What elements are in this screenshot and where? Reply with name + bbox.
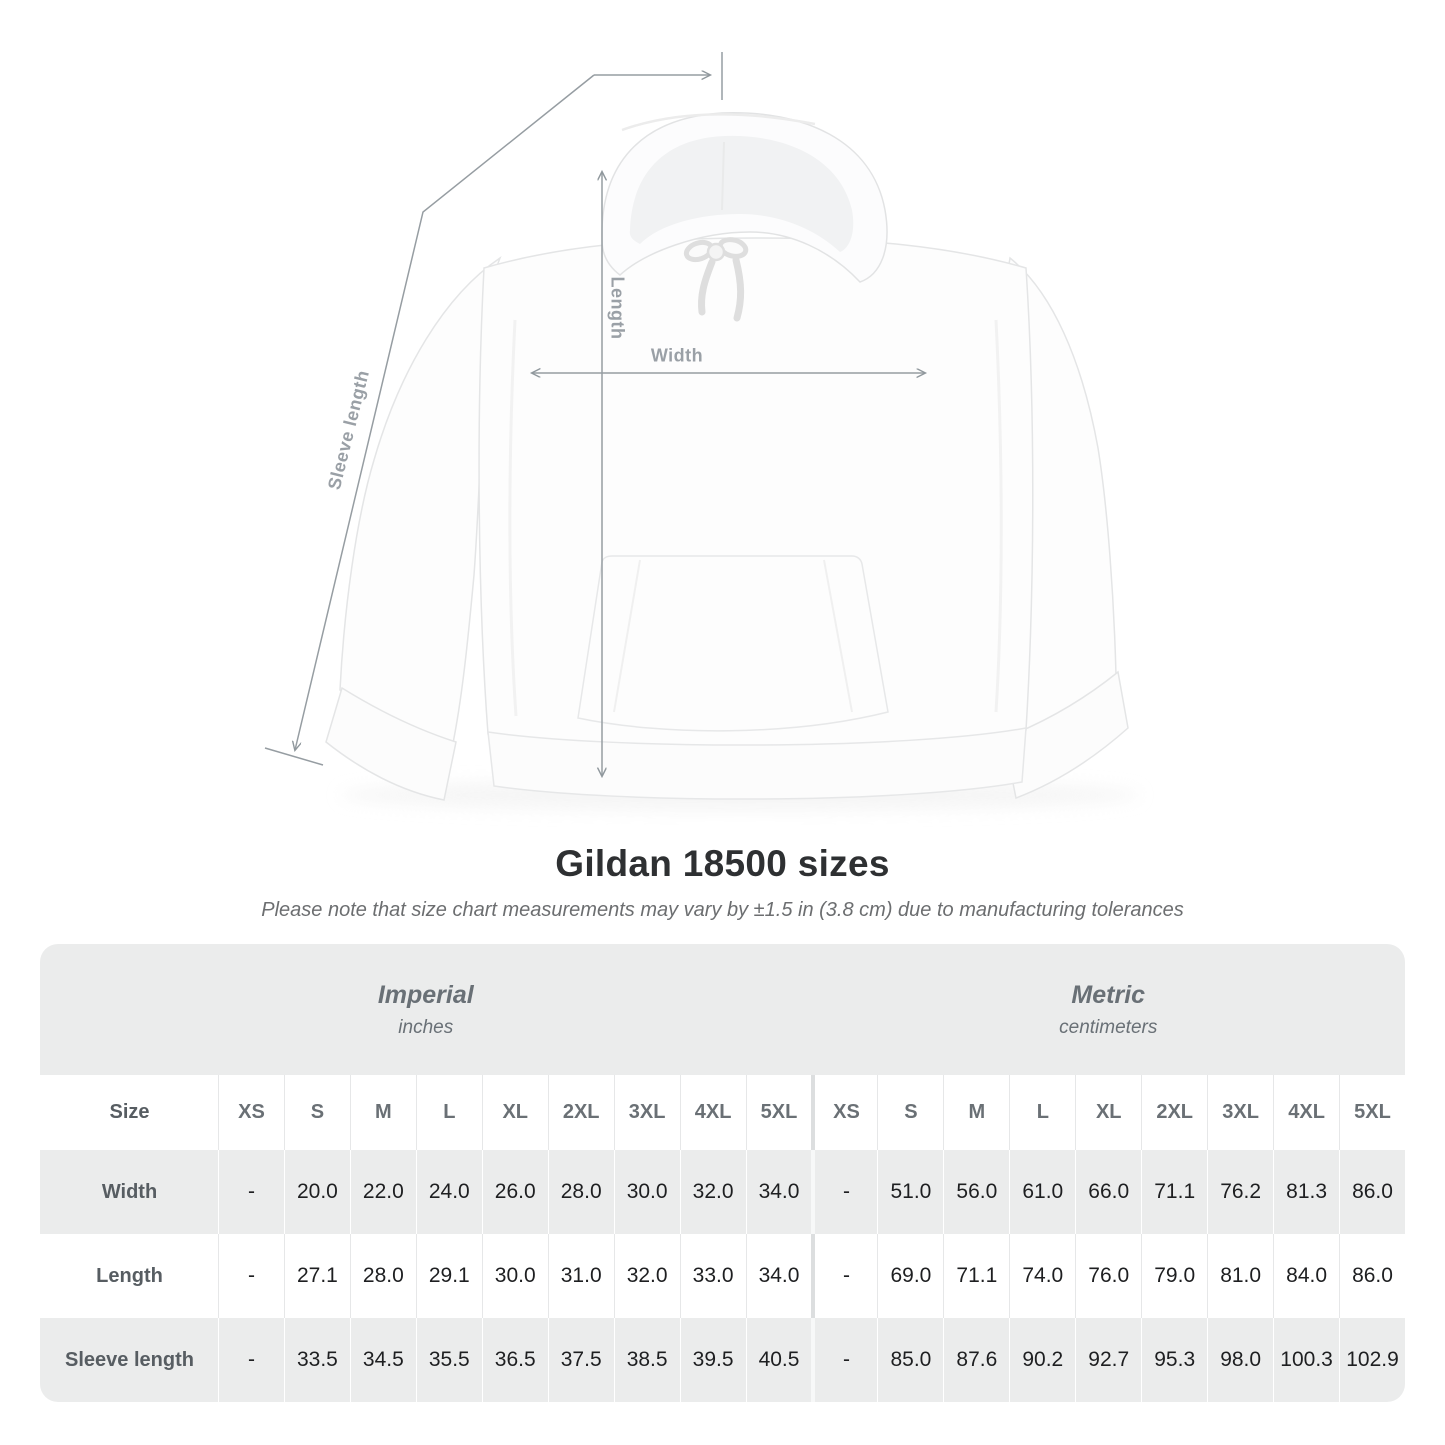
col-header-imperial-xl: XL bbox=[482, 1075, 548, 1150]
value-cell-imperial: 26.0 bbox=[482, 1150, 548, 1234]
table-row-length bbox=[40, 1234, 1405, 1318]
value-cell-metric: 95.3 bbox=[1141, 1318, 1207, 1402]
value-cell-imperial: 38.5 bbox=[614, 1318, 680, 1402]
col-header-metric-4xl: 4XL bbox=[1273, 1075, 1339, 1150]
value-cell-imperial: 31.0 bbox=[548, 1234, 614, 1318]
value-cell-metric: 69.0 bbox=[877, 1234, 943, 1318]
value-cell-imperial: 39.5 bbox=[680, 1318, 746, 1402]
value-cell-metric: - bbox=[811, 1150, 877, 1234]
value-cell-metric: 86.0 bbox=[1339, 1150, 1405, 1234]
value-cell-metric: 71.1 bbox=[1141, 1150, 1207, 1234]
value-cell-metric: 56.0 bbox=[943, 1150, 1009, 1234]
unit-name-metric: Metric bbox=[1071, 980, 1146, 1009]
unit-band bbox=[40, 944, 1405, 1075]
value-cell-imperial: 30.0 bbox=[482, 1234, 548, 1318]
value-cell-metric: 102.9 bbox=[1339, 1318, 1405, 1402]
length-measure-label: Length bbox=[607, 276, 628, 340]
unit-cell-imperial bbox=[40, 944, 812, 1075]
value-cell-metric: 87.6 bbox=[943, 1318, 1009, 1402]
value-cell-metric: 71.1 bbox=[943, 1234, 1009, 1318]
value-cell-metric: 84.0 bbox=[1273, 1234, 1339, 1318]
value-cell-metric: 98.0 bbox=[1207, 1318, 1273, 1402]
value-cell-metric: 51.0 bbox=[877, 1150, 943, 1234]
col-header-metric-xl: XL bbox=[1075, 1075, 1141, 1150]
value-cell-metric: 81.3 bbox=[1273, 1150, 1339, 1234]
value-cell-imperial: 33.0 bbox=[680, 1234, 746, 1318]
value-cell-metric: 74.0 bbox=[1009, 1234, 1075, 1318]
value-cell-metric: 86.0 bbox=[1339, 1234, 1405, 1318]
width-measure-label: Width bbox=[650, 345, 704, 366]
table-header-row bbox=[40, 1075, 1405, 1150]
unit-cell-metric bbox=[812, 944, 1406, 1075]
col-header-imperial-m: M bbox=[350, 1075, 416, 1150]
left-sleeve bbox=[340, 258, 500, 748]
value-cell-imperial: 27.1 bbox=[284, 1234, 350, 1318]
value-cell-imperial: 40.5 bbox=[746, 1318, 812, 1402]
value-cell-metric: 76.0 bbox=[1075, 1234, 1141, 1318]
value-cell-imperial: - bbox=[218, 1318, 284, 1402]
value-cell-metric: - bbox=[811, 1318, 877, 1402]
value-cell-imperial: 35.5 bbox=[416, 1318, 482, 1402]
value-cell-metric: 76.2 bbox=[1207, 1150, 1273, 1234]
value-cell-imperial: 32.0 bbox=[680, 1150, 746, 1234]
value-cell-metric: 79.0 bbox=[1141, 1234, 1207, 1318]
value-cell-imperial: 36.5 bbox=[482, 1318, 548, 1402]
value-cell-imperial: 34.5 bbox=[350, 1318, 416, 1402]
col-header-imperial-5xl: 5XL bbox=[746, 1075, 812, 1150]
col-header-metric-2xl: 2XL bbox=[1141, 1075, 1207, 1150]
unit-sub-metric: centimeters bbox=[1059, 1016, 1158, 1038]
value-cell-imperial: 22.0 bbox=[350, 1150, 416, 1234]
col-header-imperial-4xl: 4XL bbox=[680, 1075, 746, 1150]
value-cell-metric: 61.0 bbox=[1009, 1150, 1075, 1234]
col-header-metric-l: L bbox=[1009, 1075, 1075, 1150]
value-cell-imperial: 30.0 bbox=[614, 1150, 680, 1234]
table-row-sleeve-length bbox=[40, 1318, 1405, 1402]
row-label: Sleeve length bbox=[65, 1348, 194, 1371]
value-cell-metric: 92.7 bbox=[1075, 1318, 1141, 1402]
value-cell-metric: - bbox=[811, 1234, 877, 1318]
page-title: Gildan 18500 sizes bbox=[555, 843, 890, 884]
value-cell-metric: 81.0 bbox=[1207, 1234, 1273, 1318]
unit-sub-imperial: inches bbox=[398, 1016, 454, 1038]
value-cell-imperial: 20.0 bbox=[284, 1150, 350, 1234]
value-cell-imperial: 29.1 bbox=[416, 1234, 482, 1318]
value-cell-metric: 90.2 bbox=[1009, 1318, 1075, 1402]
unit-name-imperial: Imperial bbox=[377, 980, 474, 1009]
col-header-imperial-3xl: 3XL bbox=[614, 1075, 680, 1150]
value-cell-imperial: 24.0 bbox=[416, 1150, 482, 1234]
size-header-cell: Size bbox=[109, 1101, 150, 1123]
col-header-imperial-2xl: 2XL bbox=[548, 1075, 614, 1150]
value-cell-metric: 85.0 bbox=[877, 1318, 943, 1402]
value-cell-imperial: 37.5 bbox=[548, 1318, 614, 1402]
col-header-imperial-s: S bbox=[284, 1075, 350, 1150]
row-label: Width bbox=[101, 1180, 158, 1203]
col-header-imperial-l: L bbox=[416, 1075, 482, 1150]
value-cell-imperial: 28.0 bbox=[350, 1234, 416, 1318]
col-header-metric-3xl: 3XL bbox=[1207, 1075, 1273, 1150]
value-cell-metric: 100.3 bbox=[1273, 1318, 1339, 1402]
col-header-metric-s: S bbox=[877, 1075, 943, 1150]
table-row-width bbox=[40, 1150, 1405, 1234]
sleeve-length-measure-label: Sleeve length bbox=[323, 368, 374, 492]
table-body bbox=[40, 1150, 1405, 1402]
value-cell-imperial: 28.0 bbox=[548, 1150, 614, 1234]
pocket bbox=[578, 556, 888, 731]
col-header-metric-xs: XS bbox=[811, 1075, 877, 1150]
bottom-tick bbox=[265, 748, 323, 765]
col-header-metric-5xl: 5XL bbox=[1339, 1075, 1405, 1150]
col-header-metric-m: M bbox=[943, 1075, 1009, 1150]
value-cell-imperial: 32.0 bbox=[614, 1234, 680, 1318]
value-cell-imperial: - bbox=[218, 1234, 284, 1318]
value-cell-imperial: 34.0 bbox=[746, 1150, 812, 1234]
page-subtitle: Please note that size chart measurements may vary by ±1.5 in (3.8 cm) due to manufacturing tolerances bbox=[261, 899, 1184, 921]
size-table bbox=[40, 944, 1405, 1402]
row-label: Length bbox=[96, 1264, 163, 1287]
value-cell-metric: 66.0 bbox=[1075, 1150, 1141, 1234]
value-cell-imperial: - bbox=[218, 1150, 284, 1234]
value-cell-imperial: 34.0 bbox=[746, 1234, 812, 1318]
value-cell-imperial: 33.5 bbox=[284, 1318, 350, 1402]
col-header-imperial-xs: XS bbox=[218, 1075, 284, 1150]
